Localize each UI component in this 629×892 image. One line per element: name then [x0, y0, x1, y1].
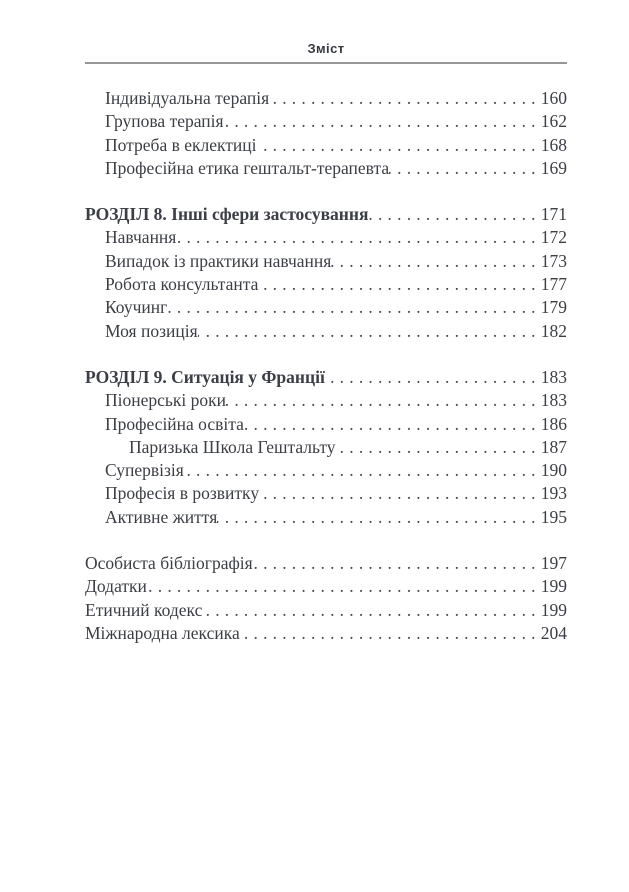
- toc-entry-label: Випадок із практики навчання: [105, 250, 332, 271]
- page-number: 172: [540, 227, 567, 248]
- toc-entry-label: Професійна освіта: [105, 413, 244, 434]
- page-number: 183: [540, 390, 567, 411]
- page-number: 179: [540, 297, 567, 318]
- page-number: 195: [540, 506, 567, 527]
- page-number: 177: [540, 274, 567, 295]
- toc-entry-label: РОЗДІЛ 9. Ситуація у Франції: [85, 366, 325, 387]
- toc-row: [85, 273, 567, 296]
- page-number: 162: [540, 111, 567, 132]
- toc-entry-label: Етичний кодекс: [85, 599, 203, 620]
- toc-entry-label: Додатки: [85, 576, 147, 597]
- toc-section: [85, 87, 567, 180]
- page-content: [85, 0, 567, 645]
- toc-row: [85, 575, 567, 598]
- toc-entry-label: Моя позиція: [105, 320, 198, 341]
- dot-leader: [184, 459, 541, 482]
- toc-section: [85, 552, 567, 645]
- dot-leader: [389, 157, 541, 180]
- dot-leader: [253, 552, 541, 575]
- page-number: 169: [540, 157, 567, 178]
- dot-leader: [257, 134, 541, 157]
- toc-entry-label: Навчання: [105, 227, 177, 248]
- page-number: 183: [540, 366, 567, 387]
- toc-entry-label: Паризька Школа Гештальту: [129, 436, 336, 457]
- toc-entry-label: Потреба в еклектиці: [105, 134, 257, 155]
- page-number: 190: [540, 460, 567, 481]
- toc-row: [85, 296, 567, 319]
- toc-row: [85, 413, 567, 436]
- dot-leader: [258, 273, 540, 296]
- dot-leader: [224, 110, 541, 133]
- toc-entry-label: Активне життя: [105, 506, 218, 527]
- toc-row: [85, 436, 567, 459]
- page-number: 197: [540, 553, 567, 574]
- toc-row: [85, 134, 567, 157]
- dot-leader: [226, 389, 541, 412]
- toc-row: [85, 506, 567, 529]
- toc-entry-label: Індивідуальна терапія: [105, 88, 270, 108]
- page-number: 193: [540, 483, 567, 504]
- header-rule: [85, 62, 567, 64]
- toc-section: [85, 366, 567, 529]
- toc: [85, 87, 567, 645]
- toc-entry-label: Піонерські роки: [105, 390, 226, 411]
- toc-row: [85, 482, 567, 505]
- toc-row: [85, 320, 567, 343]
- dot-leader: [325, 366, 541, 389]
- page-number: 171: [540, 204, 567, 225]
- dot-leader: [240, 622, 541, 645]
- toc-section: [85, 203, 567, 343]
- toc-row: [85, 203, 567, 226]
- page-number: 199: [540, 576, 567, 597]
- toc-row: [85, 226, 567, 249]
- toc-row: [85, 599, 567, 622]
- toc-entry-label: Супервізія: [105, 460, 184, 481]
- toc-row: [85, 157, 567, 180]
- toc-row: [85, 366, 567, 389]
- toc-entry-label: Міжнародна лексика: [85, 622, 240, 643]
- dot-leader: [335, 436, 540, 459]
- toc-row: [85, 389, 567, 412]
- page-number: 168: [540, 134, 567, 155]
- dot-leader: [147, 575, 541, 598]
- toc-entry-label: Групова терапія: [105, 111, 224, 132]
- dot-leader: [331, 250, 540, 273]
- toc-row: [85, 250, 567, 273]
- dot-leader: [176, 226, 540, 249]
- dot-leader: [202, 599, 540, 622]
- toc-entry-label: Особиста бібліографія: [85, 553, 253, 574]
- dot-leader: [198, 320, 541, 343]
- dot-leader: [259, 482, 541, 505]
- toc-entry-label: РОЗДІЛ 8. Інші сфери застосування: [85, 204, 369, 225]
- page-number: 187: [540, 436, 567, 457]
- toc-row: [85, 552, 567, 575]
- dot-leader: [217, 506, 540, 529]
- toc-entry-label: Професійна етика гештальт-терапевта: [105, 157, 390, 178]
- toc-row: [85, 87, 567, 110]
- toc-entry-label: Професія в розвитку: [105, 483, 260, 504]
- dot-leader: [368, 203, 540, 226]
- page-number: 204: [540, 622, 567, 643]
- dot-leader: [269, 87, 541, 110]
- page-title: Зміст: [307, 41, 345, 56]
- page-number: 173: [540, 250, 567, 271]
- toc-entry-label: Робота консультанта: [105, 274, 259, 295]
- page-number: 199: [540, 599, 567, 620]
- page-number: 160: [540, 88, 567, 108]
- toc-entry-label: Коучинг: [105, 297, 168, 318]
- page-number: 182: [540, 320, 567, 341]
- toc-row: [85, 110, 567, 133]
- dot-leader: [244, 413, 541, 436]
- toc-row: [85, 459, 567, 482]
- dot-leader: [167, 296, 540, 319]
- page-number: 186: [540, 413, 567, 434]
- toc-row: [85, 622, 567, 645]
